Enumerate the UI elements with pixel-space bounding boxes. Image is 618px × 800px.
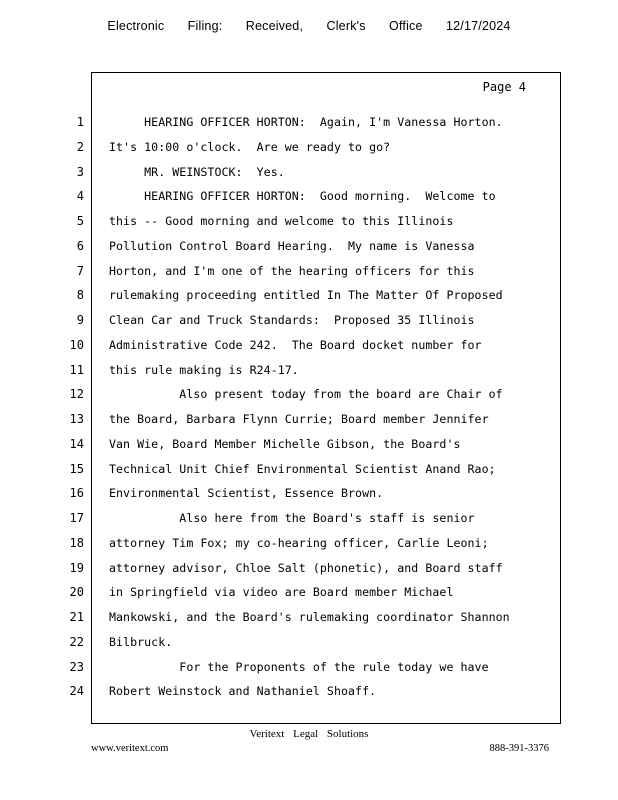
transcript-line: HEARING OFFICER HORTON: Good morning. Welcome to bbox=[109, 189, 496, 204]
transcript-line: Clean Car and Truck Standards: Proposed 35 Illinois bbox=[109, 313, 475, 327]
line-number: 8 bbox=[76, 288, 84, 303]
line-number: 5 bbox=[76, 214, 84, 228]
line-number: 9 bbox=[76, 313, 84, 327]
transcript-text bbox=[109, 110, 549, 704]
line-number: 1 bbox=[76, 115, 84, 129]
line-number: 2 bbox=[76, 139, 84, 154]
line-number: 24 bbox=[69, 684, 84, 699]
line-number: 18 bbox=[69, 535, 84, 550]
line-number: 22 bbox=[69, 634, 84, 649]
transcript-line: Bilbruck. bbox=[109, 634, 173, 649]
transcript-line: For the Proponents of the rule today we have bbox=[109, 659, 489, 674]
transcript-line: Robert Weinstock and Nathaniel Shoaff. bbox=[109, 684, 377, 699]
filing-stamp: Electronic Filing: Received, Clerk's Office 12/17/2024 bbox=[107, 19, 511, 33]
transcript-line: this rule making is R24-17. bbox=[109, 362, 299, 377]
line-number: 11 bbox=[69, 362, 84, 377]
transcript-line: MR. WEINSTOCK: Yes. bbox=[109, 164, 285, 179]
line-number: 21 bbox=[69, 610, 84, 624]
line-number: 6 bbox=[76, 238, 84, 253]
line-number: 23 bbox=[69, 659, 84, 674]
transcript-line: Also here from the Board's staff is senior bbox=[109, 511, 475, 525]
line-number: 19 bbox=[69, 560, 84, 575]
transcript-line: rulemaking proceeding entitled In The Matter Of Proposed bbox=[109, 288, 503, 303]
line-number: 15 bbox=[69, 461, 84, 476]
transcript-line: this -- Good morning and welcome to this Illinois bbox=[109, 214, 454, 228]
line-number: 17 bbox=[69, 511, 84, 525]
line-number-column bbox=[58, 110, 84, 704]
transcript-line: attorney advisor, Chloe Salt (phonetic), and Board staff bbox=[109, 560, 503, 575]
transcript-line: Environmental Scientist, Essence Brown. bbox=[109, 486, 384, 501]
transcript-line: HEARING OFFICER HORTON: Again, I'm Vanessa Horton. bbox=[109, 115, 503, 129]
transcript-line: Van Wie, Board Member Michelle Gibson, the Board's bbox=[109, 436, 461, 451]
line-number: 13 bbox=[69, 412, 84, 426]
line-number: 4 bbox=[76, 189, 84, 204]
line-number: 10 bbox=[69, 337, 84, 352]
footer-company: Veritext Legal Solutions bbox=[249, 728, 369, 740]
line-number: 20 bbox=[69, 585, 84, 600]
transcript-line: Pollution Control Board Hearing. My name is Vanessa bbox=[109, 238, 475, 253]
transcript-line: It's 10:00 o'clock. Are we ready to go? bbox=[109, 139, 391, 154]
transcript-line: attorney Tim Fox; my co-hearing officer, Carlie Leoni; bbox=[109, 535, 489, 550]
footer-phone: 888-391-3376 bbox=[489, 743, 549, 754]
transcript-line: Also present today from the board are Chair of bbox=[109, 387, 503, 402]
page-number: Page 4 bbox=[482, 80, 526, 94]
transcript-line: Mankowski, and the Board's rulemaking coordinator Shannon bbox=[109, 610, 510, 624]
footer-website: www.veritext.com bbox=[91, 743, 169, 754]
line-number: 7 bbox=[76, 263, 84, 278]
line-number: 14 bbox=[69, 436, 84, 451]
line-number: 12 bbox=[69, 387, 84, 402]
transcript-line: the Board, Barbara Flynn Currie; Board member Jennifer bbox=[109, 412, 489, 426]
line-number: 3 bbox=[76, 164, 84, 179]
transcript-line: Horton, and I'm one of the hearing officers for this bbox=[109, 263, 475, 278]
transcript-line: in Springfield via video are Board member Michael bbox=[109, 585, 454, 600]
transcript-line: Administrative Code 242. The Board docket number for bbox=[109, 337, 482, 352]
transcript-line: Technical Unit Chief Environmental Scientist Anand Rao; bbox=[109, 461, 496, 476]
line-number: 16 bbox=[69, 486, 84, 501]
